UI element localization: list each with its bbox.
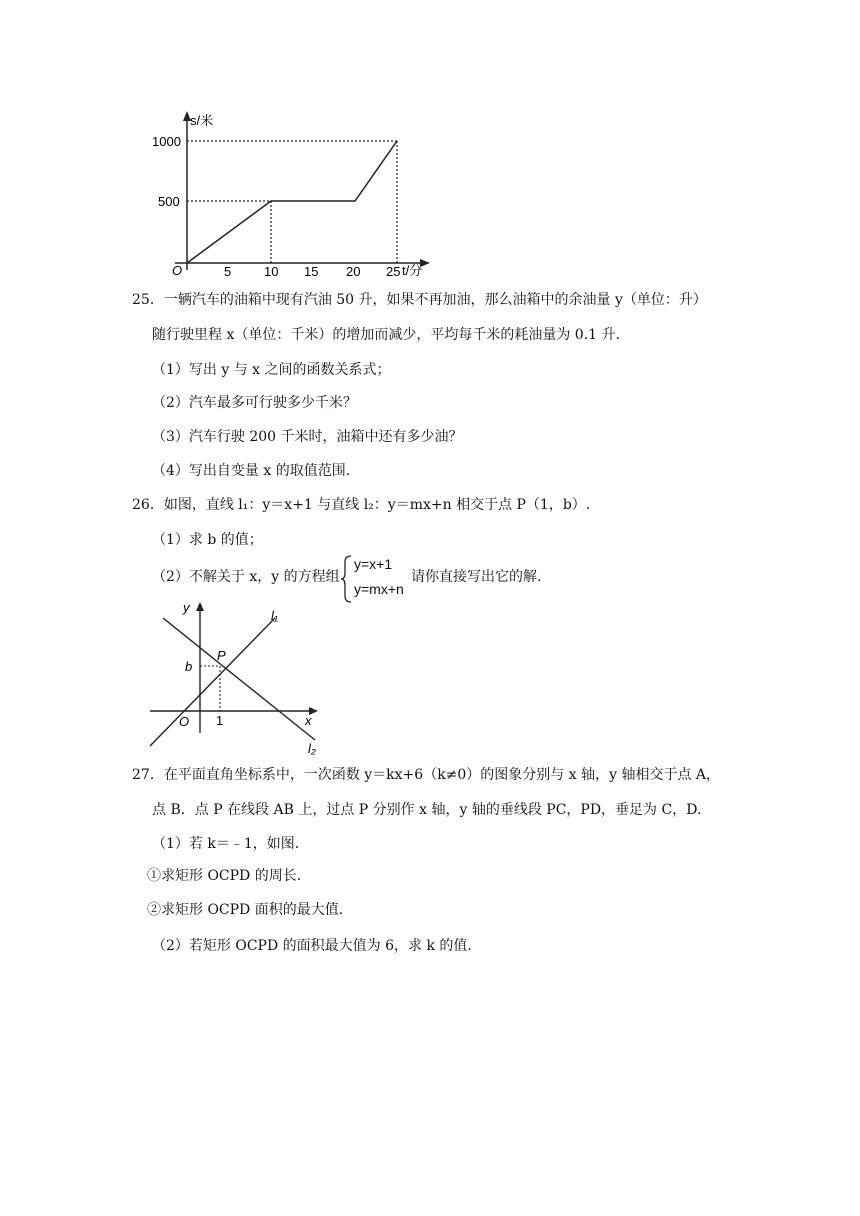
x-tick-10: 10: [264, 264, 279, 279]
q27-sub1: （1）若 k＝﹣1，如图.: [152, 836, 300, 852]
x-label: x: [305, 713, 312, 728]
q27-sub1b: ②求矩形 OCPD 面积的最大值.: [147, 902, 344, 918]
x-tick-25: 25: [386, 264, 401, 279]
one-label: 1: [216, 713, 224, 728]
distance-time-graph: [140, 105, 440, 280]
x-axis-label: t/分: [402, 263, 423, 278]
q27-line1: 27．在平面直角坐标系中，一次函数 y＝kx+6（k≠0）的图象分别与 x 轴，y 轴相交于点 A，: [132, 767, 721, 783]
equation-system: [340, 554, 420, 604]
q26-sub2-a: （2）不解关于 x，y 的方程组: [152, 569, 340, 585]
y-label: y: [183, 600, 190, 615]
x-tick-15: 15: [304, 264, 319, 279]
y-tick-1000: 1000: [152, 134, 181, 149]
q25-sub1: （1）写出 y 与 x 之间的函数关系式；: [152, 362, 391, 378]
origin-label: O: [179, 714, 190, 729]
x-tick-5: 5: [224, 264, 232, 279]
l2-label: l₂: [308, 741, 316, 756]
intersecting-lines-graph: [145, 598, 325, 758]
x-tick-20: 20: [346, 264, 361, 279]
y-tick-500: 500: [158, 194, 180, 209]
system-eq2: y=mx+n: [354, 581, 404, 597]
q25-sub3: （3）汽车行驶 200 千米时，油箱中还有多少油？: [152, 429, 463, 445]
q26-line1: 26．如图，直线 l₁：y＝x+1 与直线 l₂：y＝mx+n 相交于点 P（1，b）.: [132, 497, 591, 513]
system-eq1: y=x+1: [354, 556, 393, 572]
q26-sub1: （1）求 b 的值；: [152, 532, 263, 548]
y-axis-label: s/米: [190, 113, 214, 128]
q26-sub2-b: 请你直接写出它的解.: [411, 569, 542, 585]
q27-sub2: （2）若矩形 OCPD 的面积最大值为 6，求 k 的值.: [152, 938, 472, 954]
q25-sub4: （4）写出自变量 x 的取值范围.: [152, 463, 351, 479]
q27-sub1a: ①求矩形 OCPD 的周长.: [147, 868, 302, 884]
l1-label: l₁: [271, 608, 278, 623]
b-label: b: [185, 659, 193, 674]
q25-line2: 随行驶里程 x（单位：千米）的增加而减少，平均每千米的耗油量为 0.1 升.: [152, 327, 620, 343]
q25-sub2: （2）汽车最多可行驶多少千米？: [152, 395, 357, 411]
origin-label: O: [172, 263, 183, 278]
q25-line1: 25．一辆汽车的油箱中现有汽油 50 升，如果不再加油，那么油箱中的余油量 y（单位：升）: [132, 292, 707, 308]
p-label: P: [217, 648, 226, 663]
left-brace: [340, 554, 354, 604]
q27-line2: 点 B．点 P 在线段 AB 上，过点 P 分别作 x 轴，y 轴的垂线段 PC，PD，垂足为 C，D.: [152, 802, 702, 818]
